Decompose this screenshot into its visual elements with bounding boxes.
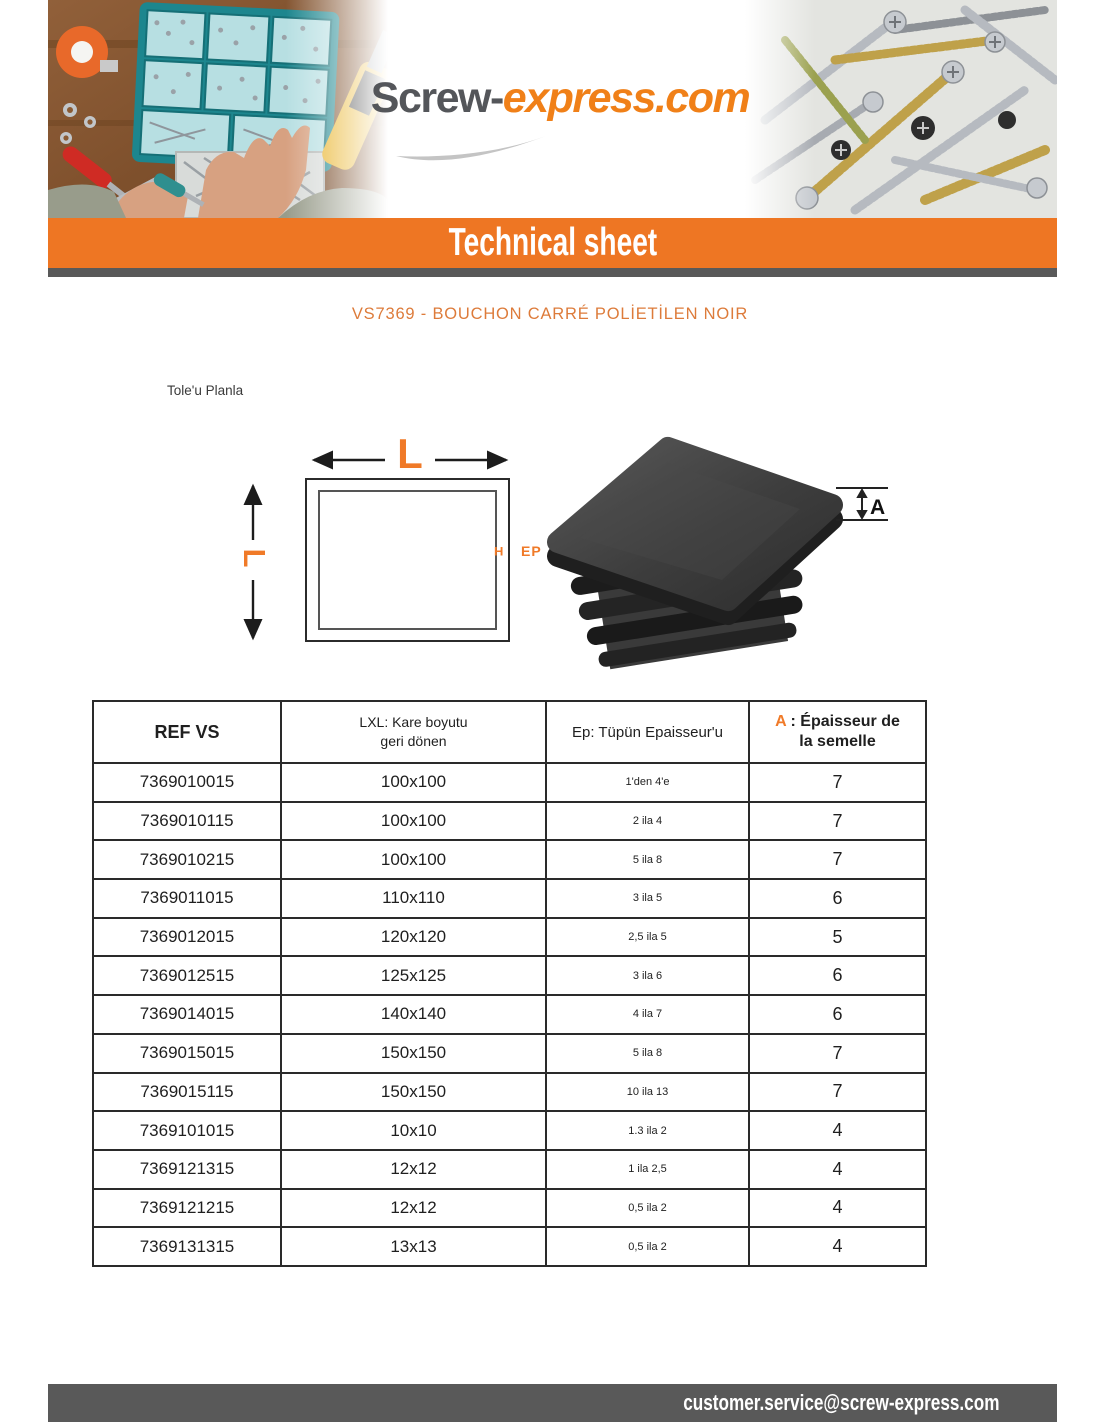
banner-technical-sheet — [48, 218, 1057, 268]
cell-ref: 7369101015 — [93, 1111, 281, 1150]
table-row — [93, 802, 926, 841]
cell-size: 100x100 — [281, 763, 546, 802]
table-row — [93, 879, 926, 918]
cell-ref: 7369015115 — [93, 1073, 281, 1112]
cell-a: 7 — [749, 763, 926, 802]
logo — [370, 74, 750, 123]
cell-size: 100x100 — [281, 802, 546, 841]
cell-ep: 2,5 ila 5 — [546, 918, 749, 957]
logo-swoosh-icon — [392, 130, 552, 166]
col-header-size: LXL: Kare boyutu geri dönen — [281, 701, 546, 763]
table-row — [93, 1150, 926, 1189]
cell-size: 10x10 — [281, 1111, 546, 1150]
banner-strip — [48, 268, 1057, 277]
ep-label: EP — [521, 543, 542, 559]
cell-ep: 2 ila 4 — [546, 802, 749, 841]
workbench-photo — [48, 0, 388, 218]
cell-a: 7 — [749, 840, 926, 879]
table-row — [93, 1227, 926, 1266]
page-title: VS7369 - BOUCHON CARRÉ POLİETİLEN NOIR — [351, 305, 749, 323]
cell-ref: 7369010015 — [93, 763, 281, 802]
table-row — [93, 918, 926, 957]
spec-table-wrapper — [92, 700, 927, 1267]
cell-ep: 5 ila 8 — [546, 1034, 749, 1073]
dimension-label-width: L — [397, 430, 423, 477]
cell-ep: 4 ila 7 — [546, 995, 749, 1034]
cell-a: 4 — [749, 1111, 926, 1150]
cell-a: 6 — [749, 995, 926, 1034]
cell-a: 6 — [749, 956, 926, 995]
table-row — [93, 840, 926, 879]
cell-a: 7 — [749, 802, 926, 841]
logo-text-screw: Screw- — [370, 74, 503, 122]
cell-a: 7 — [749, 1034, 926, 1073]
cell-size: 120x120 — [281, 918, 546, 957]
cell-size: 140x140 — [281, 995, 546, 1034]
product-photo-square-cap — [540, 430, 920, 670]
cell-size: 110x110 — [281, 879, 546, 918]
cell-ref: 7369010215 — [93, 840, 281, 879]
cell-size: 150x150 — [281, 1034, 546, 1073]
cell-ep: 1'den 4'e — [546, 763, 749, 802]
tube-inner-square — [318, 490, 497, 630]
cell-ep: 1 ila 2,5 — [546, 1150, 749, 1189]
cell-ref: 7369010115 — [93, 802, 281, 841]
col-header-ref: REF VS — [93, 701, 281, 763]
cell-ref: 7369011015 — [93, 879, 281, 918]
cell-size: 150x150 — [281, 1073, 546, 1112]
dimension-label-a: A — [870, 496, 886, 519]
cell-ref: 7369012515 — [93, 956, 281, 995]
footer-email: customer.service@screw-express.com — [682, 1390, 999, 1415]
cell-ref: 7369131315 — [93, 1227, 281, 1266]
cell-a: 6 — [749, 879, 926, 918]
dimension-diagram — [230, 430, 890, 675]
table-row — [93, 956, 926, 995]
cell-ep: 3 ila 5 — [546, 879, 749, 918]
cell-size: 100x100 — [281, 840, 546, 879]
cell-a: 4 — [749, 1150, 926, 1189]
cell-a: 5 — [749, 918, 926, 957]
cell-ref: 7369014015 — [93, 995, 281, 1034]
cell-a: 4 — [749, 1227, 926, 1266]
cell-ref: 7369121215 — [93, 1189, 281, 1228]
col-header-a: A : Épaisseur de la semelle — [749, 701, 926, 763]
cell-ep: 10 ila 13 — [546, 1073, 749, 1112]
logo-text-express: express.com — [502, 74, 750, 122]
cell-a: 4 — [749, 1189, 926, 1228]
cell-size: 13x13 — [281, 1227, 546, 1266]
wall-thickness-marker-icon: H — [494, 544, 504, 559]
section-label: Tole'u Planla — [167, 383, 244, 398]
cell-ep: 5 ila 8 — [546, 840, 749, 879]
table-row — [93, 1111, 926, 1150]
table-header-row — [93, 701, 926, 763]
cell-ref: 7369012015 — [93, 918, 281, 957]
table-row — [93, 1189, 926, 1228]
col-header-ep: Ep: Tüpün Epaisseur'u — [546, 701, 749, 763]
cell-ep: 0,5 ila 2 — [546, 1189, 749, 1228]
banner-title: Technical sheet — [448, 221, 657, 264]
table-row — [93, 1073, 926, 1112]
cell-ep: 0,5 ila 2 — [546, 1227, 749, 1266]
table-row — [93, 995, 926, 1034]
cell-ep: 3 ila 6 — [546, 956, 749, 995]
cell-size: 12x12 — [281, 1189, 546, 1228]
cell-size: 12x12 — [281, 1150, 546, 1189]
screws-photo — [745, 0, 1057, 218]
footer-bar — [48, 1384, 1057, 1422]
spec-table — [92, 700, 927, 1267]
cell-ref: 7369015015 — [93, 1034, 281, 1073]
cell-size: 125x125 — [281, 956, 546, 995]
dimension-label-height: L — [237, 548, 272, 568]
cell-a: 7 — [749, 1073, 926, 1112]
table-row — [93, 1034, 926, 1073]
table-row — [93, 763, 926, 802]
cell-ep: 1.3 ila 2 — [546, 1111, 749, 1150]
cell-ref: 7369121315 — [93, 1150, 281, 1189]
